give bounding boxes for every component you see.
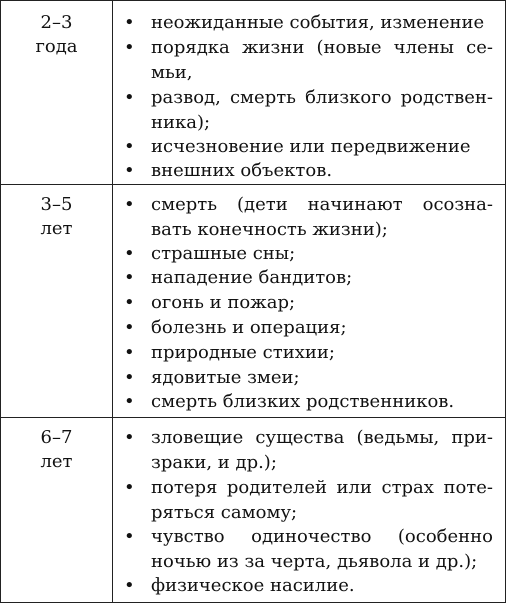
bullet: • (124, 477, 135, 498)
item-line: чувство одиночество (особенно (151, 526, 493, 547)
bullet: • (124, 194, 135, 215)
list-item (124, 426, 493, 475)
age-range: 6–7 (40, 427, 73, 448)
list-item (124, 86, 493, 135)
item-line: ряться самому; (151, 501, 298, 523)
list-item (124, 11, 493, 36)
item-line: смерть близких родственников. (151, 391, 455, 412)
item-line: исчезновение или передвижение (151, 136, 471, 157)
item-line: природные стихии; (151, 342, 335, 363)
list-item (124, 316, 493, 341)
item-line: зраки, и др.); (151, 451, 277, 473)
bullet: • (124, 317, 135, 338)
item-line: ночью из за черта, дьявола и др.); (151, 550, 478, 572)
list-item (124, 36, 493, 85)
item-line: развод, смерть близкого родствен- (151, 87, 493, 108)
age-cell (1, 426, 112, 474)
bullet: • (124, 526, 135, 547)
item-line: зловещие существа (ведьмы, при- (151, 427, 493, 448)
bullet: • (124, 292, 135, 313)
list-item (124, 390, 493, 415)
item-line: внешних объектов. (151, 160, 333, 181)
bullet: • (124, 160, 135, 181)
item-line: потеря родителей или страх поте- (151, 477, 493, 498)
list-item (124, 574, 493, 599)
item-line: мьи, (151, 61, 193, 83)
item-line: болезнь и операция; (151, 317, 347, 338)
list-item (124, 291, 493, 316)
age-cell (1, 11, 112, 59)
list-item (124, 366, 493, 391)
age-range: 2–3 (40, 12, 73, 33)
item-line: нападение бандитов; (151, 267, 353, 288)
list-item (124, 242, 493, 267)
list-item (124, 476, 493, 525)
age-unit: лет (40, 218, 73, 239)
bullet: • (124, 136, 135, 157)
bullet: • (124, 243, 135, 264)
row-divider (1, 184, 505, 185)
age-range: 3–5 (40, 194, 73, 215)
item-line: ника); (151, 111, 211, 133)
item-line: физическое насилие. (151, 575, 355, 596)
bullet: • (124, 427, 135, 448)
list-item (124, 341, 493, 366)
bullet: • (124, 391, 135, 412)
bullet: • (124, 575, 135, 596)
item-line: огонь и пожар; (151, 292, 296, 313)
bullet: • (124, 342, 135, 363)
item-line: неожиданные события, изменение (151, 12, 485, 33)
list-item (124, 266, 493, 291)
item-line: вать конечность жизни); (151, 218, 388, 240)
list-item (124, 525, 493, 574)
list-item (124, 159, 493, 184)
item-line: порядка жизни (новые члены се- (151, 37, 493, 58)
column-divider (112, 1, 113, 602)
bullet: • (124, 267, 135, 288)
bullet: • (124, 367, 135, 388)
age-cell (1, 193, 112, 241)
item-line: ядовитые змеи; (151, 367, 300, 388)
item-line: смерть (дети начинают осозна- (151, 194, 493, 215)
age-unit: года (35, 36, 78, 57)
list-item (124, 135, 493, 160)
list-item (124, 193, 493, 242)
item-line: страшные сны; (151, 243, 296, 264)
age-unit: лет (40, 451, 73, 472)
bullet: • (124, 37, 135, 58)
bullet: • (124, 12, 135, 33)
bullet: • (124, 87, 135, 108)
row-divider (1, 417, 505, 418)
